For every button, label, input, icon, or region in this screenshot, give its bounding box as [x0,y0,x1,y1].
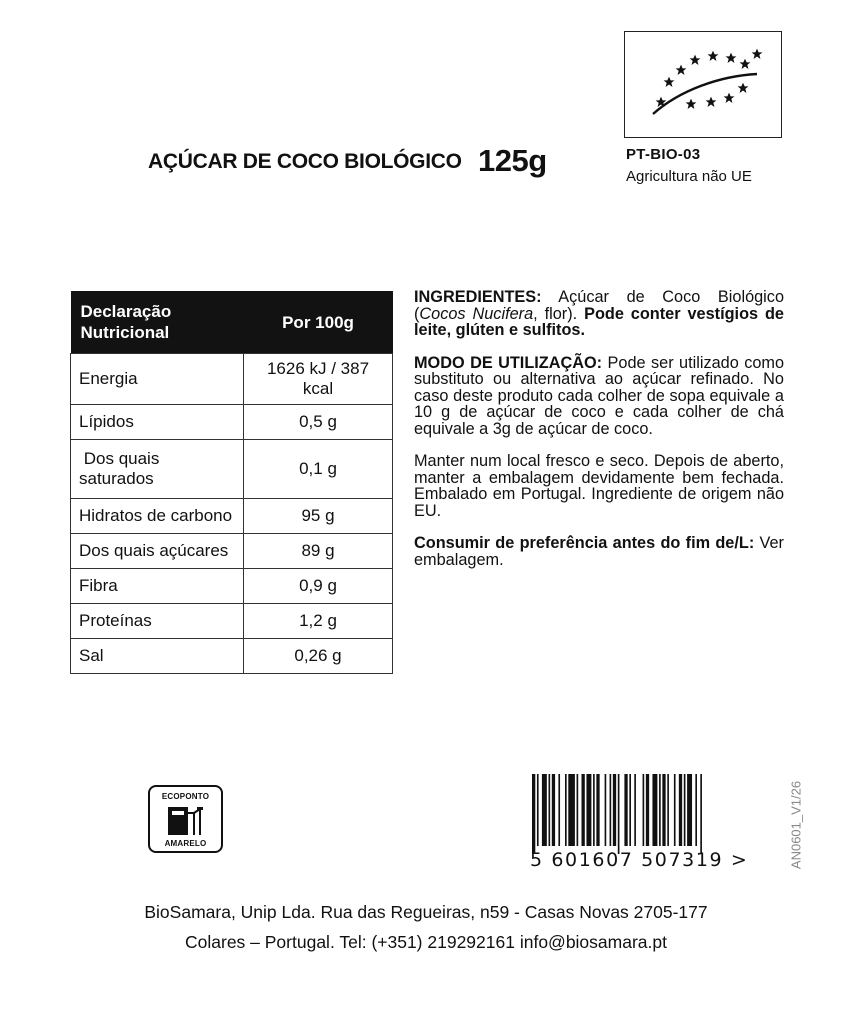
usage-paragraph [414,355,784,438]
table-row [71,499,393,534]
ecoponto-label: ECOPONTO [161,792,210,801]
eu-organic-leaf-icon [624,31,782,138]
product-weight: 125g [478,143,547,178]
nutrition-table [70,291,393,674]
table-row [71,604,393,639]
nutrient-label: Fibra [71,569,244,604]
nutrient-value: 0,5 g [244,405,393,440]
table-row [71,534,393,569]
ecoponto-color: AMARELO [164,839,207,848]
ingredients-heading: INGREDIENTES: [414,288,542,306]
nutrient-label: Dos quais saturados [71,440,244,499]
table-row [71,440,393,499]
table-row [71,639,393,674]
table-row [71,569,393,604]
certification-code: PT-BIO-03 [626,146,701,163]
nutrient-label: Proteínas [71,604,244,639]
nutrient-value: 89 g [244,534,393,569]
ingredients-paragraph [414,289,784,339]
usage-heading: MODO DE UTILIZAÇÃO: [414,353,603,372]
best-before-paragraph [414,535,784,568]
certification-origin: Agricultura não UE [626,168,752,185]
ingredients-text: Açúcar de Coco Biológico ( [414,288,784,323]
recycling-bin-icon [164,803,208,837]
company-contact: Colares – Portugal. Tel: (+351) 219292161 info@biosamara.pt [185,932,667,952]
nutrient-label: Sal [71,639,244,674]
version-code-text: AN0601_V1/26 [788,780,804,870]
nutrient-value: 0,9 g [244,569,393,604]
product-title: AÇÚCAR DE COCO BIOLÓGICO [148,150,462,173]
nutrition-header-label: Declaração Nutricional [71,291,244,354]
nutrient-label: Hidratos de carbono [71,499,244,534]
barcode-digits: 5 601607 507319 > [530,849,749,871]
company-address: BioSamara, Unip Lda. Rua das Regueiras, n59 - Casas Novas 2705-177 [144,902,708,922]
nutrient-label: Energia [71,354,244,405]
barcode-icon [532,774,742,854]
ecoponto-badge [148,785,223,853]
nutrient-value: 1626 kJ / 387 kcal [244,354,393,405]
nutrition-header-value: Por 100g [244,291,393,354]
nutrition-header [71,291,393,354]
table-row [71,405,393,440]
nutrient-value: 0,26 g [244,639,393,674]
table-row [71,354,393,405]
version-code [786,770,806,880]
allergen-warning: Pode conter vestígios de leite, glúten e sulfitos. [414,304,784,339]
best-before-text: Ver embalagem. [414,534,784,569]
nutrient-label: Dos quais açúcares [71,534,244,569]
nutrient-value: 95 g [244,499,393,534]
storage-paragraph: Manter num local fresco e seco. Depois de aberto, manter a embalagem devidamente bem fechada. Embalado em Portugal. Ingrediente de origem não EU. [414,452,784,520]
nutrient-value: 1,2 g [244,604,393,639]
nutrient-label: Lípidos [71,405,244,440]
product-information [414,289,784,584]
usage-text: Pode ser utilizado como substituto ou alternativa ao açúcar refinado. No caso deste produto cada colher de sopa equivale a 10 g de açúcar de coco e cada colher de chá equivale a 3g de açúcar de coco. [414,353,785,438]
best-before-heading: Consumir de preferência antes do fim de/L: [414,534,755,552]
nutrient-value: 0,1 g [244,440,393,499]
ingredients-text-end: , flor). [533,304,578,323]
ingredients-latin-name: Cocos Nucifera [419,304,534,323]
